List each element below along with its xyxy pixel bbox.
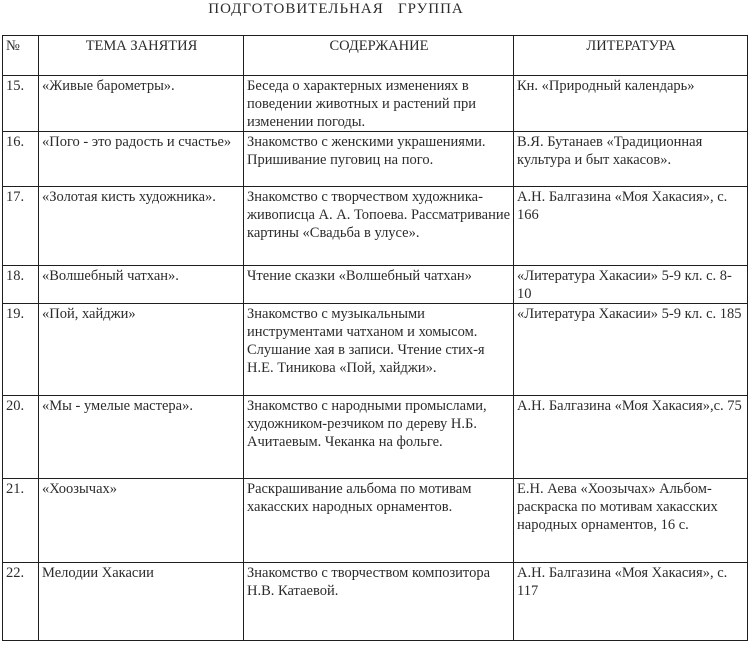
page-title: ПОДГОТОВИТЕЛЬНАЯ ГРУППА [208,1,464,17]
row-literature: «Литература Хакасии» 5-9 кл. с. 185 [514,304,748,396]
table-header-row [3,36,748,76]
row-number: 22. [3,563,39,641]
row-literature: Е.Н. Аева «Хоозычах» Альбом-раскраска по мотивам хакасских народных орнаментов, 16 с. [514,479,748,563]
row-topic: Мелодии Хакасии [39,563,244,641]
table-row [3,266,748,304]
row-literature: Кн. «Природный календарь» [514,76,748,132]
row-content: Чтение сказки «Волшебный чатхан» [244,266,514,304]
row-number: 19. [3,304,39,396]
row-topic: «Хоозычах» [39,479,244,563]
row-number: 15. [3,76,39,132]
table-row [3,132,748,187]
row-content: Знакомство с женскими украшениями. Пришивание пуговиц на пого. [244,132,514,187]
row-topic: «Пого - это радость и счастье» [39,132,244,187]
column-header-literature: ЛИТЕРАТУРА [514,36,748,76]
table-row [3,76,748,132]
row-number: 17. [3,187,39,266]
row-content: Беседа о характерных изменениях в поведении животных и растений при изменении погоды. [244,76,514,132]
row-literature: А.Н. Балгазина «Моя Хакасия», с. 166 [514,187,748,266]
row-topic: «Золотая кисть художника». [39,187,244,266]
row-number: 20. [3,396,39,479]
row-content: Знакомство с творчеством композитора Н.В. Катаевой. [244,563,514,641]
row-literature: «Литература Хакасии» 5-9 кл. с. 8-10 [514,266,748,304]
table-row [3,304,748,396]
row-literature: А.Н. Балгазина «Моя Хакасия»,с. 75 [514,396,748,479]
table-row [3,396,748,479]
row-content: Знакомство с народными промыслами, художником-резчиком по дереву Н.Б. Ачитаевым. Чеканка на фольге. [244,396,514,479]
row-number: 16. [3,132,39,187]
column-header-topic: ТЕМА ЗАНЯТИЯ [39,36,244,76]
row-topic: «Волшебный чатхан». [39,266,244,304]
table-row [3,563,748,641]
row-topic: «Живые барометры». [39,76,244,132]
row-literature: А.Н. Балгазина «Моя Хакасия», с. 117 [514,563,748,641]
column-header-number: № [3,36,39,76]
row-content: Раскрашивание альбома по мотивам хакасских народных орнаментов. [244,479,514,563]
table-row [3,187,748,266]
row-topic: «Пой, хайджи» [39,304,244,396]
row-content: Знакомство с творчеством художника-живописца А. А. Топоева. Рассматривание картины «Свадьба в улусе». [244,187,514,266]
table-row [3,479,748,563]
column-header-content: СОДЕРЖАНИЕ [244,36,514,76]
lesson-plan-table [2,35,748,641]
row-literature: В.Я. Бутанаев «Традиционная культура и быт хакасов». [514,132,748,187]
row-content: Знакомство с музыкальными инструментами чатханом и хомысом. Слушание хая в записи. Чтение стих-я Н.Е. Тиникова «Пой, хайджи». [244,304,514,396]
row-topic: «Мы - умелые мастера». [39,396,244,479]
row-number: 21. [3,479,39,563]
row-number: 18. [3,266,39,304]
